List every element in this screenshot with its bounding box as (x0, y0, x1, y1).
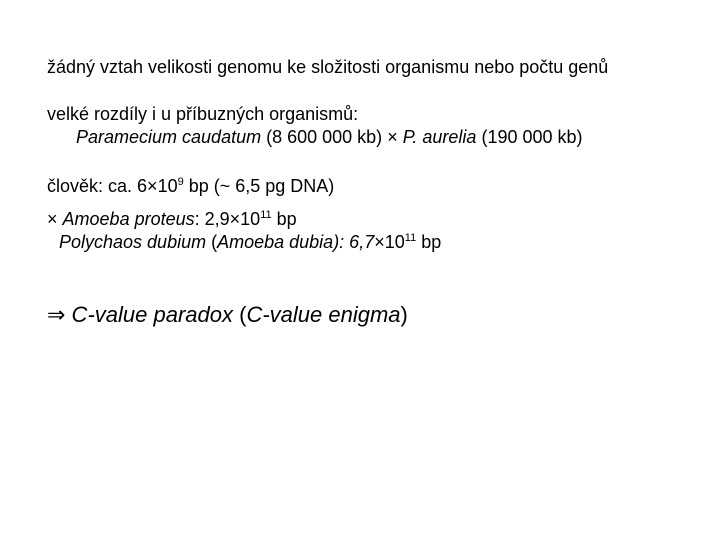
text-c-value-paradox: ⇒ C-value paradox (C-value enigma) (47, 302, 408, 327)
exponent: 11 (404, 232, 417, 244)
times-symbol: × (229, 209, 241, 229)
term-c-value-enigma: C-value enigma (246, 302, 401, 327)
text-polychaos-dubium: Polychaos dubium (Amoeba dubia): $6,7\times 10^{11}$ bp (59, 232, 442, 252)
implies-arrow-icon: ⇒ (47, 302, 66, 327)
species-paramecium-caudatum: Paramecium caudatum (76, 127, 262, 147)
text-large-differences: velké rozdíly i u příbuzných organismů: (47, 104, 359, 124)
times-symbol: × (387, 127, 398, 147)
species-polychaos-dubium: Polychaos dubium (59, 232, 207, 252)
text-genome-complexity: žádný vztah velikosti genomu ke složitosti organismu nebo počtu genů (47, 57, 609, 77)
times-bullet: × (47, 209, 58, 229)
species-p-aurelia: P. aurelia (402, 127, 477, 147)
exponent: 11 (260, 209, 272, 221)
text-human-genome: člověk: ca. $6\times 10^9$ bp (~ 6,5 pg DNA) (47, 176, 335, 196)
term-c-value-paradox: C-value paradox (65, 302, 233, 327)
exponent: 9 (177, 176, 184, 188)
times-symbol: × (374, 232, 385, 252)
text-paramecium-comparison: Paramecium caudatum (8 600 000 kb) × P. aurelia (190 000 kb) (76, 127, 583, 147)
species-amoeba-proteus: Amoeba proteus (62, 209, 195, 229)
species-amoeba-dubia: Amoeba dubia (217, 232, 334, 252)
times-symbol: × (147, 176, 158, 196)
text-amoeba-proteus: × Amoeba proteus: $2,9\times 10^{11}$ bp (47, 209, 297, 229)
